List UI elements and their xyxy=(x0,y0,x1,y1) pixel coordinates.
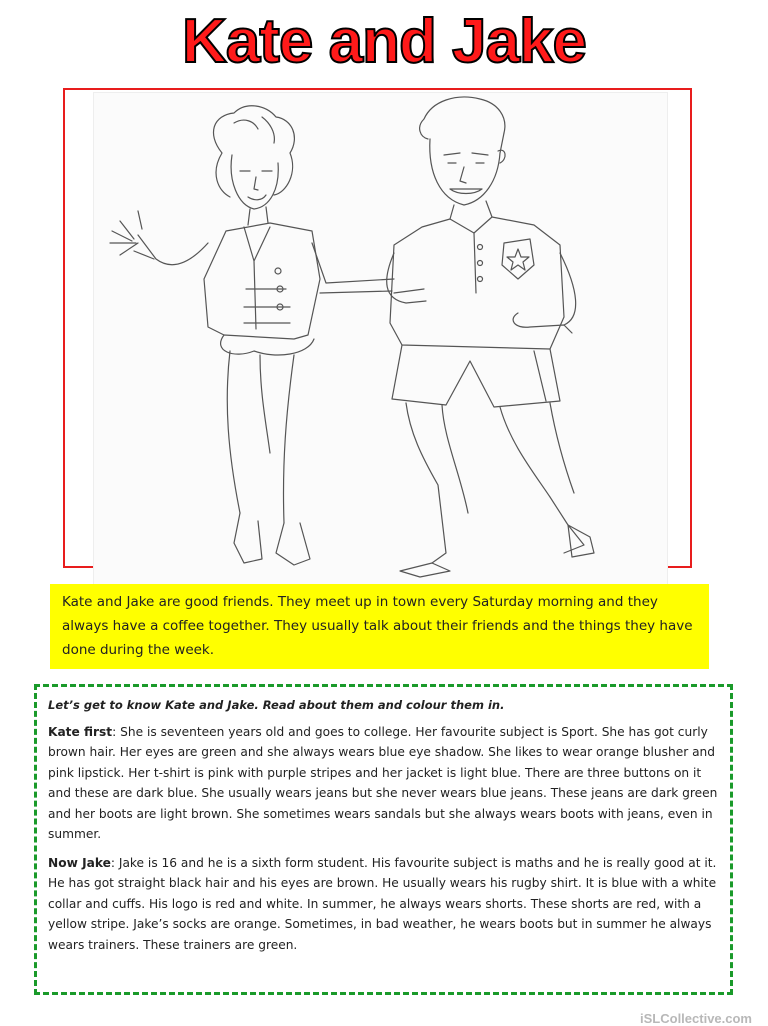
jake-right-arm xyxy=(513,253,576,333)
jake-logo xyxy=(502,239,534,279)
intro-text: Kate and Jake are good friends. They meet up in town every Saturday morning and they always have a coffee together. They usually talk about their friends and the things they have done during the week. xyxy=(50,584,709,669)
jake-legs xyxy=(406,403,584,563)
jake-paragraph xyxy=(48,853,720,956)
page-title: Kate and Jake xyxy=(182,7,586,76)
kate-hair xyxy=(213,106,294,197)
kate-right-arm xyxy=(312,243,394,293)
kate-label: Kate first xyxy=(48,724,113,739)
kate-paragraph xyxy=(48,722,720,845)
kate-and-jake-drawing xyxy=(93,92,668,586)
watermark: iSLCollective.com xyxy=(640,1011,752,1026)
kate-jacket xyxy=(204,223,320,339)
kate-left-arm xyxy=(110,211,208,265)
jake-face xyxy=(430,133,504,205)
kate-text: : She is seventeen years old and goes to college. Her favourite subject is Sport. She has got curly brown hair. Her eyes are green and she always wears blue eye shadow. She likes to wear orange blusher and pink lipstick. Her t-shirt is pink with purple stripes and her jacket is light blue. There are three buttons on it and these are dark blue. She usually wears jeans but she never wears blue jeans. These jeans are dark green and her boots are light brown. She sometimes wears sandals but she always wears boots with jeans, even in summer. xyxy=(48,724,718,841)
jake-label: Now Jake xyxy=(48,855,111,870)
jake-shirt xyxy=(390,217,564,349)
jake-hair xyxy=(420,97,505,139)
kate-trousers xyxy=(227,351,294,523)
reading-box xyxy=(34,684,733,995)
jake-text: : Jake is 16 and he is a sixth form student. His favourite subject is maths and he is really good at it. He has got straight black hair and his eyes are brown. He usually wears his rugby shirt. It is blue with a white collar and cuffs. His logo is red and white. In summer, he always wears shorts. These shorts are red, with a yellow stripe. Jake’s socks are orange. Sometimes, in bad weather, he wears boots but in summer he always wears trainers. These trainers are green. xyxy=(48,855,717,952)
instruction-text: Let’s get to know Kate and Jake. Read about them and colour them in. xyxy=(48,698,505,712)
